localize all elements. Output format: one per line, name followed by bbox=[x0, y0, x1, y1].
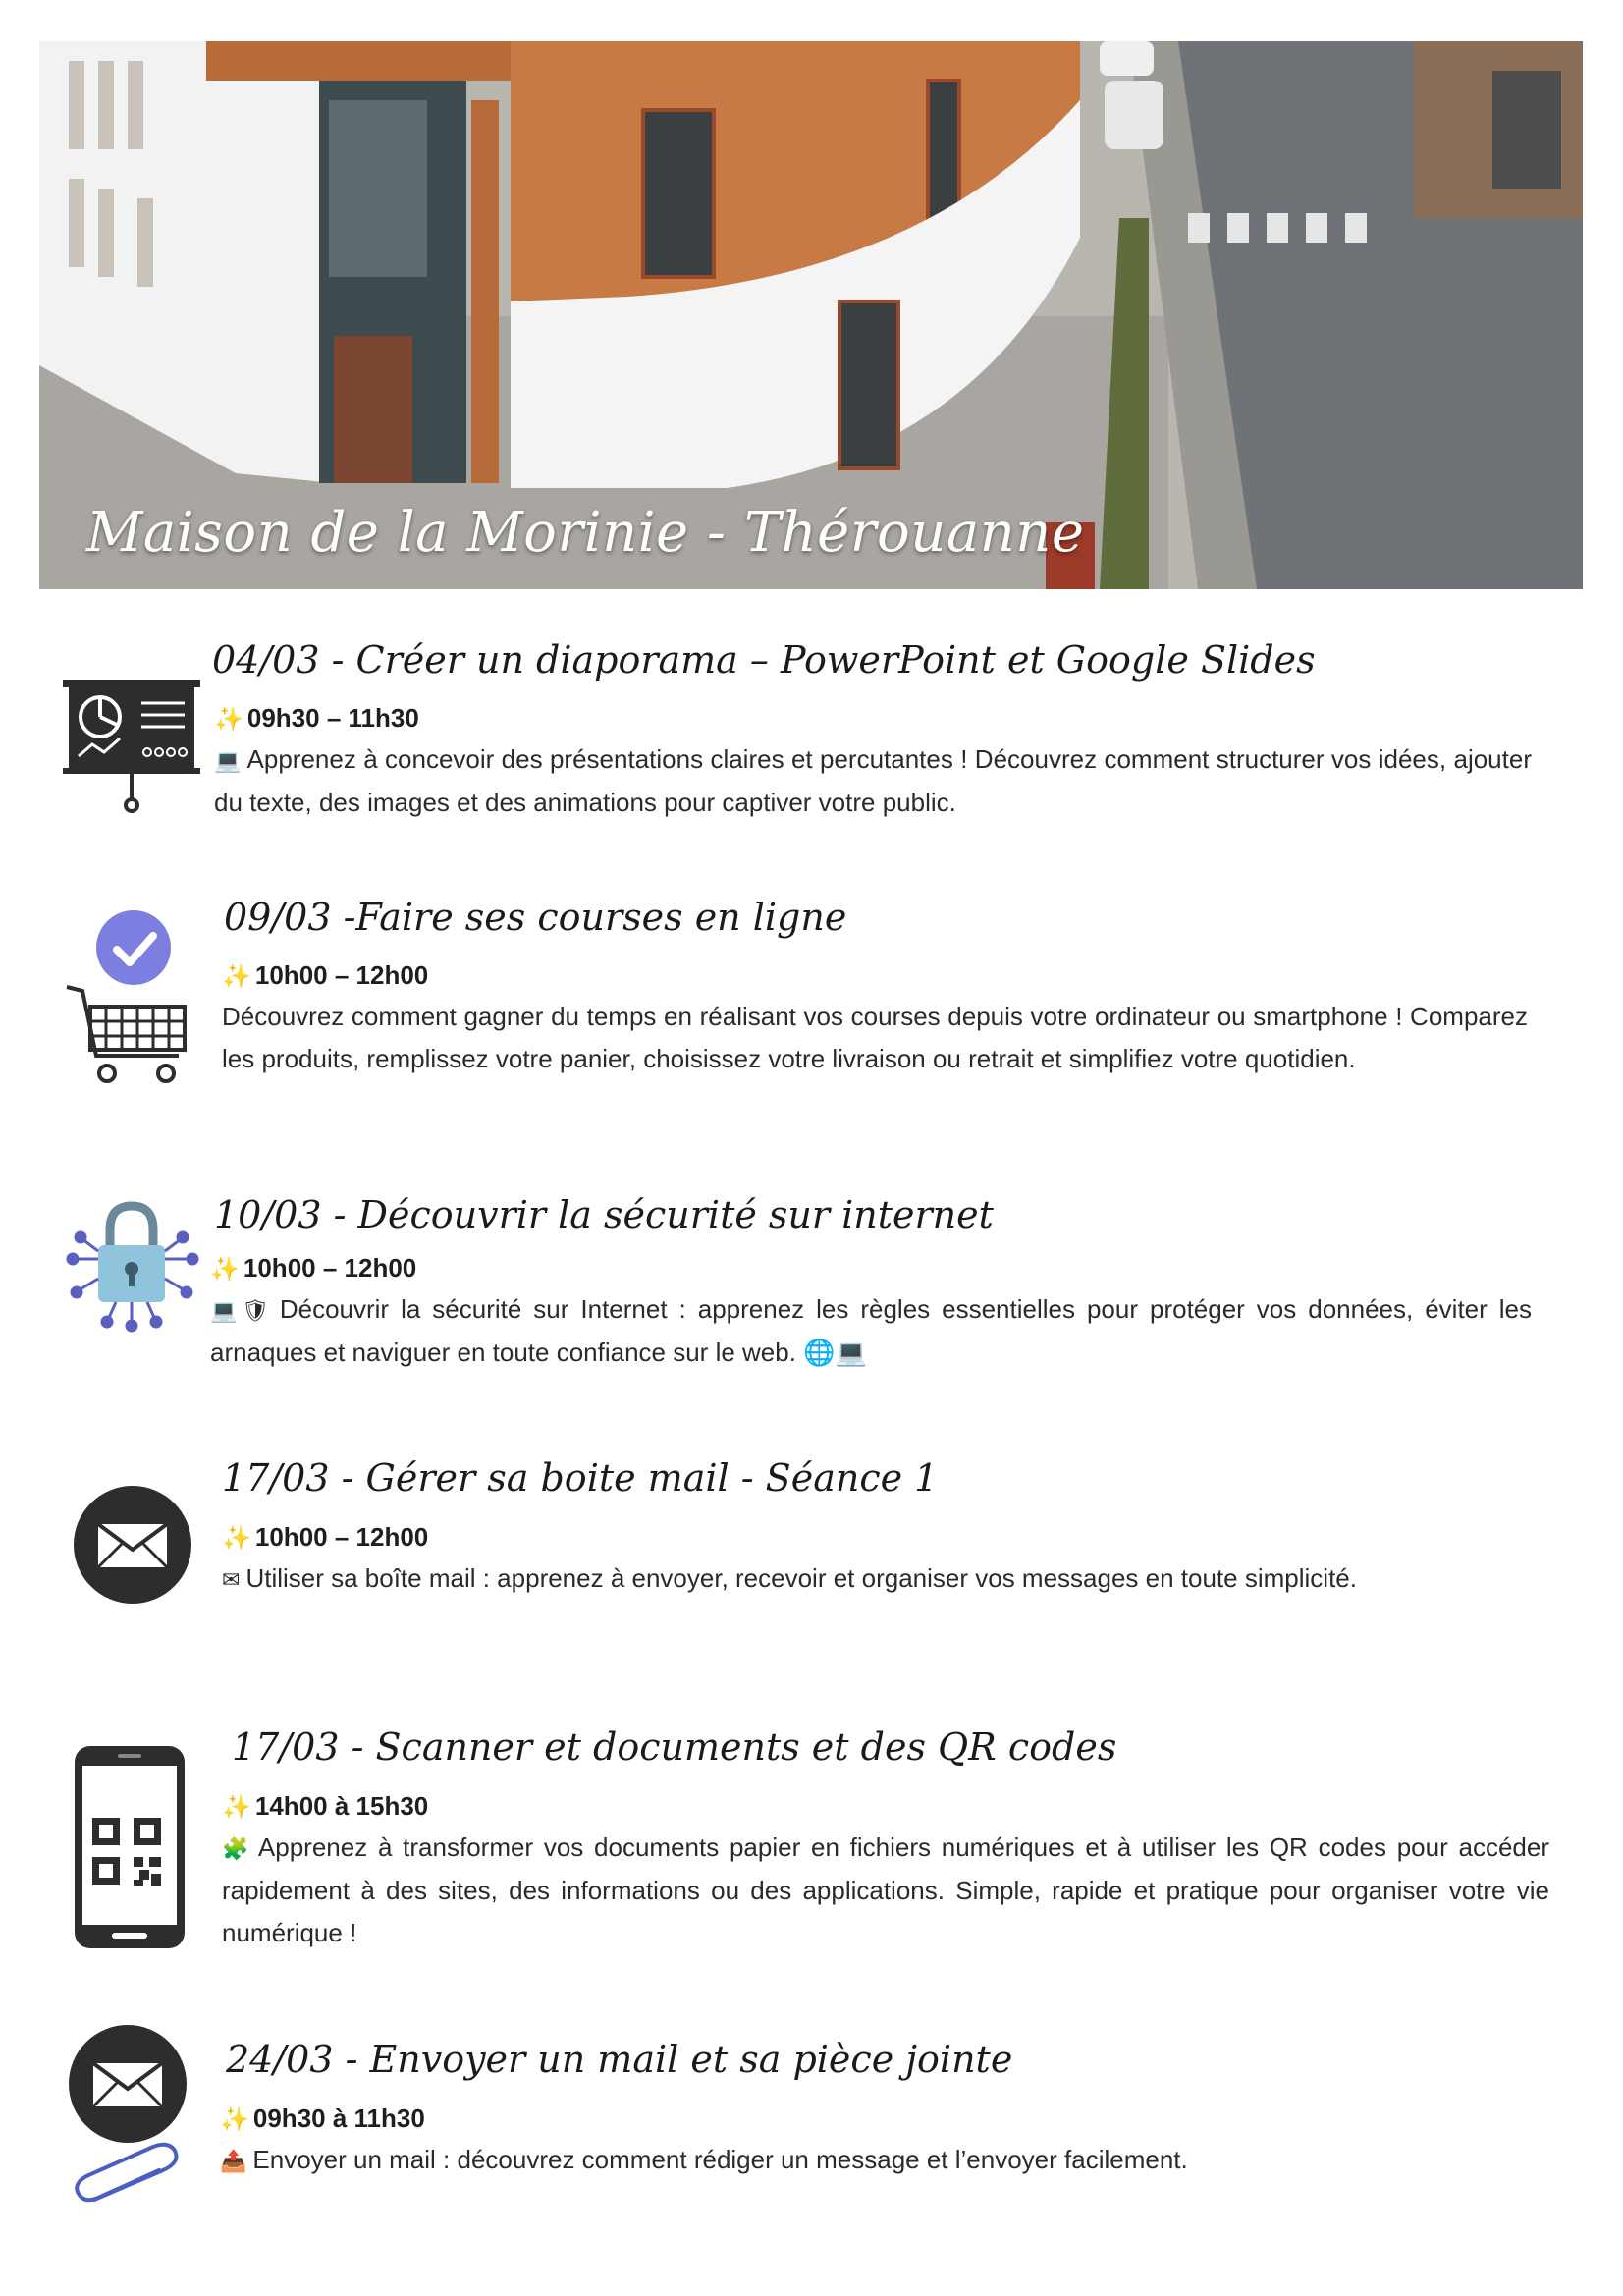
sparkle-icon: ✨ bbox=[222, 1525, 251, 1552]
envelope-paperclip-icon bbox=[65, 2023, 192, 2219]
event-time bbox=[210, 1253, 416, 1284]
shopping-cart-check-icon bbox=[63, 908, 200, 1105]
event-time-text: 10h00 – 12h00 bbox=[243, 1253, 417, 1283]
event-time bbox=[220, 2104, 425, 2134]
event-description-text: Découvrir la sécurité sur Internet : apprenez les règles essentielles pour protéger vos données, éviter les arnaques et naviguer en toute confiance sur le web. 🌐💻 bbox=[210, 1294, 1532, 1367]
laptop-icon: 💻 bbox=[214, 748, 242, 773]
sparkle-icon: ✨ bbox=[214, 706, 243, 733]
security-padlock-icon bbox=[65, 1196, 202, 1334]
event-description bbox=[222, 1827, 1549, 1954]
event-description bbox=[222, 1558, 1524, 1601]
sparkle-icon: ✨ bbox=[210, 1256, 240, 1283]
presentation-board-icon bbox=[63, 678, 200, 815]
event-time bbox=[222, 960, 428, 991]
event-time-text: 14h00 à 15h30 bbox=[254, 1791, 429, 1821]
event-title: 24/03 - Envoyer un mail et sa pièce jointe bbox=[226, 2038, 1013, 2081]
event-time bbox=[214, 703, 419, 734]
event-description bbox=[214, 738, 1532, 824]
puzzle-icon: 🧩 bbox=[222, 1836, 252, 1861]
event-title: 10/03 - Découvrir la sécurité sur internet bbox=[214, 1193, 994, 1236]
event-description bbox=[210, 1288, 1532, 1374]
event-title: 04/03 - Créer un diaporama – PowerPoint et Google Slides bbox=[212, 638, 1316, 682]
event-time bbox=[222, 1522, 428, 1553]
envelope-icon bbox=[71, 1483, 194, 1607]
hero-title: Maison de la Morinie - Thérouanne bbox=[86, 501, 1085, 565]
sparkle-icon: ✨ bbox=[220, 2106, 249, 2133]
outbox-icon: 📤 bbox=[220, 2149, 247, 2173]
event-time-text: 10h00 – 12h00 bbox=[254, 1522, 429, 1552]
event-description-text: Apprenez à concevoir des présentations claires et percutantes ! Découvrez comment structurer vos idées, ajouter du texte, des images et des animations pour captiver votre public. bbox=[214, 744, 1532, 817]
event-description bbox=[220, 2139, 1536, 2182]
hero-photo bbox=[39, 41, 1583, 589]
event-title: 17/03 - Gérer sa boite mail - Séance 1 bbox=[222, 1456, 939, 1500]
event-time-text: 09h30 – 11h30 bbox=[246, 703, 419, 733]
event-time-text: 09h30 à 11h30 bbox=[252, 2104, 425, 2133]
event-description-text: Envoyer un mail : découvrez comment rédiger un message et l’envoyer facilement. bbox=[252, 2145, 1188, 2174]
sparkle-icon: ✨ bbox=[222, 1794, 251, 1821]
envelope-small-icon: ✉ bbox=[222, 1567, 241, 1592]
smartphone-qr-icon bbox=[73, 1744, 187, 1950]
event-time-text: 10h00 – 12h00 bbox=[254, 960, 429, 990]
event-description-text: Apprenez à transformer vos documents papier en fichiers numériques et à utiliser les QR codes pour accéder rapidement à des sites, des informations ou des applications. Simple, rapide et pratique pour organiser votre vie numérique ! bbox=[222, 1832, 1549, 1947]
event-description-text: Utiliser sa boîte mail : apprenez à envoyer, recevoir et organiser vos messages en toute simplicité. bbox=[245, 1563, 1357, 1593]
event-time bbox=[222, 1791, 428, 1822]
laptop-shield-icon: 💻🛡 bbox=[210, 1298, 274, 1323]
event-description-text: Découvrez comment gagner du temps en réalisant vos courses depuis votre ordinateur ou smartphone ! Comparez les produits, remplissez votre panier, choisissez votre livraison ou retrait et simplifiez votre quotidien. bbox=[222, 1002, 1528, 1073]
event-description bbox=[222, 996, 1528, 1080]
event-title: 17/03 - Scanner et documents et des QR codes bbox=[232, 1725, 1117, 1769]
sparkle-icon: ✨ bbox=[222, 963, 251, 990]
event-title: 09/03 -Faire ses courses en ligne bbox=[224, 896, 847, 939]
